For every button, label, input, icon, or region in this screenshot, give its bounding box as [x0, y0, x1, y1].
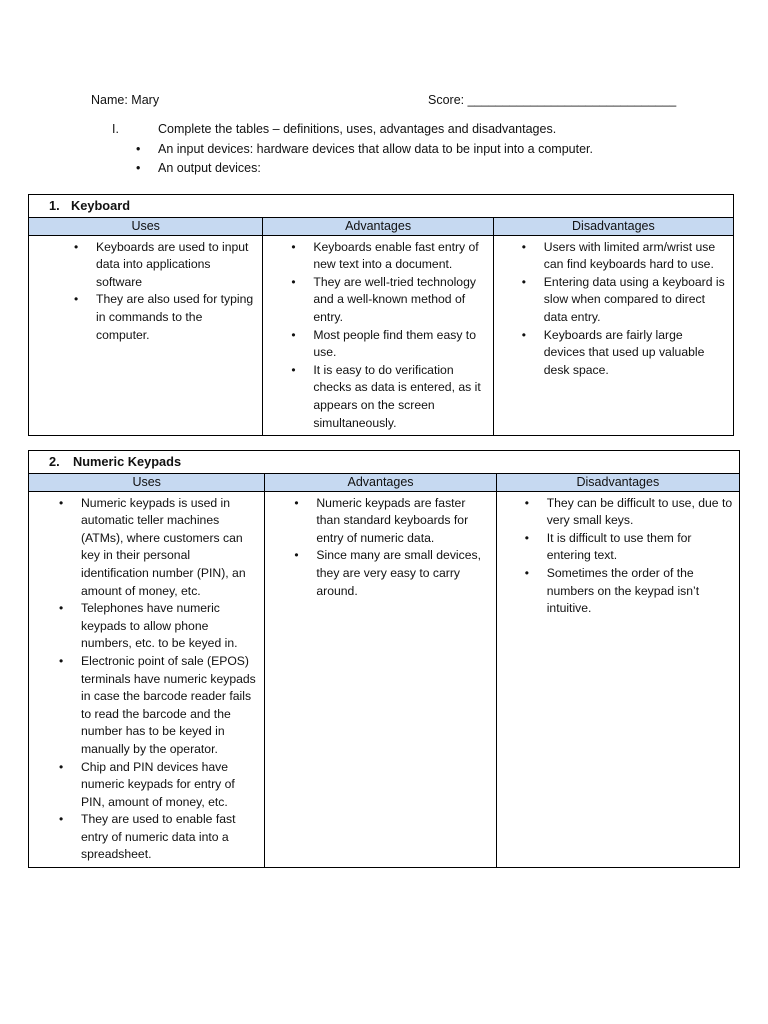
list-item: • Users with limited arm/wrist use can find keyboards hard to use.: [544, 239, 727, 274]
advantages-cell: [263, 235, 493, 436]
keyboard-table: [28, 194, 734, 436]
list-item: • Numeric keypads is used in automatic teller machines (ATMs), where customers can key in their personal identification number (PIN), an amount of money, etc.: [81, 495, 258, 601]
list-item: • Most people find them easy to use.: [313, 327, 486, 362]
list-item: • Telephones have numeric keypads to allow phone numbers, etc. to be keyed in.: [81, 600, 258, 653]
uses-cell: [29, 491, 265, 867]
list-item: • They can be difficult to use, due to very small keys.: [547, 495, 733, 530]
list-item: • They are well-tried technology and a well-known method of entry.: [313, 274, 486, 327]
column-header-advantages: Advantages: [263, 217, 493, 235]
list-item: • Numeric keypads are faster than standard keyboards for entry of numeric data.: [316, 495, 489, 548]
disadvantages-cell: [493, 235, 733, 436]
disadvantages-cell: [496, 491, 739, 867]
list-item: • Since many are small devices, they are very easy to carry around.: [316, 547, 489, 600]
instruction-bullet: [136, 161, 261, 175]
bullet-icon: •: [136, 142, 141, 156]
table-title-text: Numeric Keypads: [73, 454, 182, 469]
list-item: • They are also used for typing in commands to the computer.: [96, 291, 256, 344]
column-header-advantages: Advantages: [265, 473, 496, 491]
instruction-text: Complete the tables – definitions, uses, advantages and disadvantages.: [158, 122, 557, 136]
instruction-bullet: [136, 142, 593, 156]
list-item: • Sometimes the order of the numbers on the keypad isn’t intuitive.: [547, 565, 733, 618]
list-item: • Keyboards enable fast entry of new text into a document.: [313, 239, 486, 274]
numeric-keypads-table: [28, 450, 740, 868]
table-number: 1.: [49, 198, 60, 213]
bullet-icon: •: [136, 161, 141, 175]
list-item: • It is difficult to use them for entering text.: [547, 530, 733, 565]
column-header-disadvantages: Disadvantages: [496, 473, 739, 491]
column-header-uses: Uses: [29, 473, 265, 491]
list-item: • Keyboards are fairly large devices that used up valuable desk space.: [544, 327, 727, 380]
list-item: • Keyboards are used to input data into applications software: [96, 239, 256, 292]
list-item: • Chip and PIN devices have numeric keypads for entry of PIN, amount of money, etc.: [81, 759, 258, 812]
list-item: • They are used to enable fast entry of numeric data into a spreadsheet.: [81, 811, 258, 864]
instruction-bullet-text: An output devices:: [158, 161, 261, 175]
student-name: Name: Mary: [91, 93, 160, 107]
instruction-bullet-text: An input devices: hardware devices that allow data to be input into a computer.: [158, 142, 593, 156]
table-number: 2.: [49, 454, 60, 469]
table-title-text: Keyboard: [71, 198, 131, 213]
advantages-cell: [265, 491, 496, 867]
list-item: • Entering data using a keyboard is slow when compared to direct data entry.: [544, 274, 727, 327]
instruction-numeral: I.: [112, 122, 119, 136]
list-item: • It is easy to do verification checks as data is entered, as it appears on the screen simultaneously.: [313, 362, 486, 432]
table-title: [29, 451, 740, 474]
list-item: • Electronic point of sale (EPOS) terminals have numeric keypads in case the barcode reader fails to read the barcode and the number has to be keyed in manually by the operator.: [81, 653, 258, 759]
column-header-uses: Uses: [29, 217, 263, 235]
uses-cell: [29, 235, 263, 436]
score-field: Score: ______________________________: [428, 93, 677, 107]
table-title: [29, 195, 734, 218]
column-header-disadvantages: Disadvantages: [493, 217, 733, 235]
